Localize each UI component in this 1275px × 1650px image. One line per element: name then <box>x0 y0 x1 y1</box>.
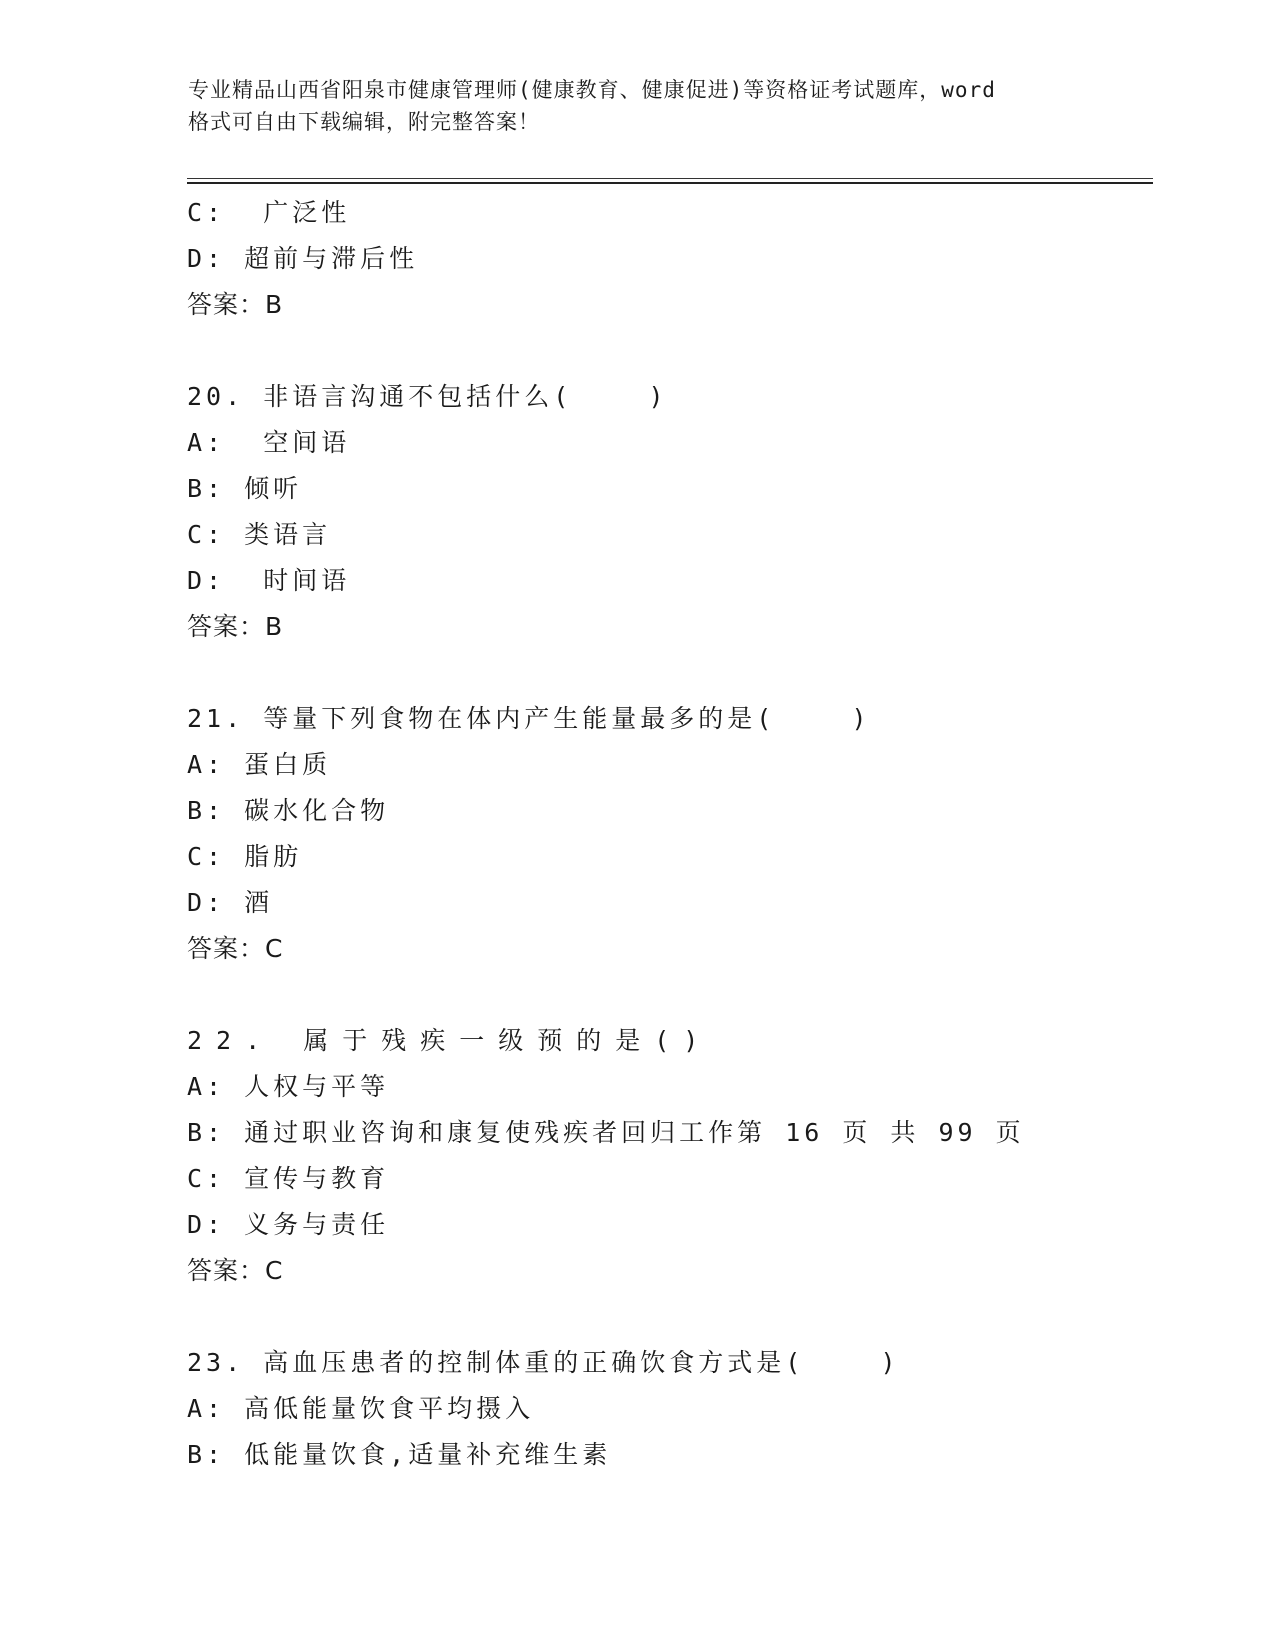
q20-option-b: B: 倾听 <box>187 474 303 503</box>
question-20: 20. 非语言沟通不包括什么( ) <box>187 382 668 411</box>
q21-option-a: A: 蛋白质 <box>187 750 332 779</box>
q22-option-d: D: 义务与责任 <box>187 1210 390 1239</box>
q20-option-c: C: 类语言 <box>187 520 332 549</box>
q23-option-a: A: 高低能量饮食平均摄入 <box>187 1394 535 1423</box>
spacer <box>187 972 1153 1018</box>
spacer <box>187 650 1153 696</box>
q22-answer: 答案：C <box>187 1256 284 1285</box>
q20-option-d: D: 时间语 <box>187 566 351 595</box>
question-21: 21. 等量下列食物在体内产生能量最多的是( ) <box>187 704 871 733</box>
spacer <box>187 1294 1153 1340</box>
prev-option-c: C: 广泛性 <box>187 198 351 227</box>
q21-answer: 答案：C <box>187 934 284 963</box>
q22-option-b: B: 通过职业咨询和康复使残疾者回归工作第 16 页 共 99 页 <box>187 1118 1025 1147</box>
header-line-2: 格式可自由下载编辑，附完整答案！ <box>188 110 540 134</box>
spacer <box>187 328 1153 374</box>
question-23: 23. 高血压患者的控制体重的正确饮食方式是( ) <box>187 1348 900 1377</box>
question-content <box>187 190 1153 1478</box>
q22-option-c: C: 宣传与教育 <box>187 1164 390 1193</box>
q20-answer: 答案：B <box>187 612 284 641</box>
q22-option-a: A: 人权与平等 <box>187 1072 390 1101</box>
question-22: 22. 属于残疾一级预的是() <box>187 1026 713 1055</box>
prev-answer: 答案：B <box>187 290 284 319</box>
q21-option-c: C: 脂肪 <box>187 842 303 871</box>
prev-option-d: D: 超前与滞后性 <box>187 244 419 273</box>
header-line-1: 专业精品山西省阳泉市健康管理师(健康教育、健康促进)等资格证考试题库，word <box>188 78 996 102</box>
q20-option-a: A: 空间语 <box>187 428 351 457</box>
q23-option-b: B: 低能量饮食,适量补充维生素 <box>187 1440 612 1469</box>
document-header <box>188 74 1088 138</box>
header-divider-thin <box>187 178 1153 179</box>
header-divider-thick <box>187 182 1153 184</box>
q21-option-b: B: 碳水化合物 <box>187 796 390 825</box>
q21-option-d: D: 酒 <box>187 888 274 917</box>
